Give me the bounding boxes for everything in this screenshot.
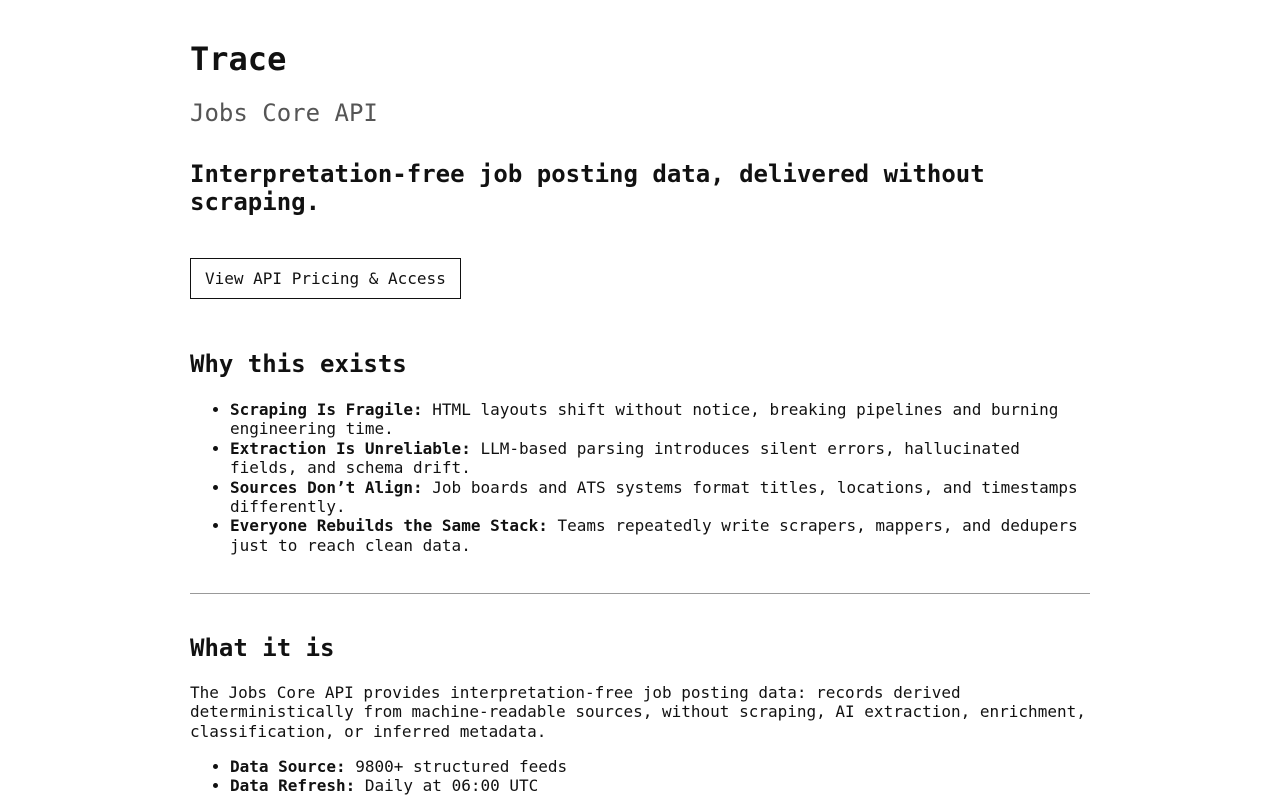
- fact-text: 9800+ structured feeds: [345, 757, 568, 776]
- why-item-title: Extraction Is Unreliable:: [230, 438, 471, 458]
- fact-list-item: [230, 757, 1090, 776]
- fact-title: Data Source:: [230, 757, 346, 776]
- facts-list: [190, 757, 1090, 796]
- why-item-text: Teams repeatedly write scrapers, mappers, and dedupers just to reach clean data.: [230, 516, 1078, 555]
- why-list-item: [230, 439, 1090, 478]
- what-section-heading: What it is: [190, 634, 335, 662]
- fact-text: Daily at 06:00 UTC: [355, 776, 539, 796]
- fact-list-item: [230, 776, 1090, 795]
- view-pricing-button[interactable]: View API Pricing & Access: [190, 258, 461, 299]
- product-subtitle: Jobs Core API: [190, 99, 378, 127]
- fact-title: Data Refresh:: [230, 776, 356, 796]
- why-item-text: HTML layouts shift without notice, breaking pipelines and burning engineering time.: [230, 400, 1059, 439]
- why-item-title: Everyone Rebuilds the Same Stack:: [230, 516, 548, 536]
- why-item-text: Job boards and ATS systems format titles, locations, and timestamps differently.: [230, 477, 1078, 517]
- why-item-title: Sources Don’t Align:: [230, 477, 423, 497]
- why-section-heading: Why this exists: [190, 350, 407, 378]
- tagline: Interpretation-free job posting data, delivered without scraping.: [190, 160, 985, 216]
- brand-title: Trace: [190, 40, 287, 78]
- why-list-item: [230, 400, 1090, 439]
- why-item-text: LLM-based parsing introduces silent errors, hallucinated fields, and schema drift.: [230, 438, 1020, 478]
- section-divider: [190, 593, 1090, 594]
- what-description: The Jobs Core API provides interpretation-free job posting data: records derived deterministically from machine-readable sources, without scraping, AI extraction, enrichment, classification, or inferred metadata.: [190, 683, 1086, 741]
- why-list-item: [230, 516, 1090, 555]
- why-list-item: [230, 478, 1090, 517]
- why-item-title: Scraping Is Fragile:: [230, 400, 423, 419]
- why-list: [190, 400, 1090, 555]
